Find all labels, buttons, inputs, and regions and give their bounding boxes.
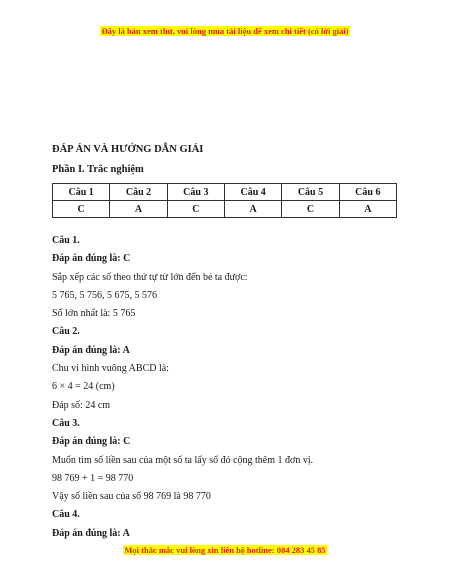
correct-answer: Đáp án đúng là: C (52, 253, 131, 265)
table-answer-cell: C (282, 201, 339, 218)
answer-table-header-row (53, 184, 397, 201)
answer-table-answer-row (53, 201, 397, 218)
table-answer-cell: A (224, 201, 281, 218)
hotline-text: Mọi thắc mắc vui lòng xin liên hệ hotline: 084 283 45 85 (124, 545, 326, 555)
table-answer-cell: A (339, 201, 396, 218)
document-body (52, 143, 397, 543)
preview-notice-text: Đây là bản xem thử, vui lòng mua tài liệu để xem chi tiết (có lời giải) (101, 26, 349, 36)
correct-answer: Đáp án đúng là: A (52, 344, 130, 356)
explanation-line: Vậy số liền sau của số 98 769 là 98 770 (52, 491, 211, 503)
explanation-line: Đáp số: 24 cm (52, 399, 111, 411)
answer-table (52, 183, 397, 218)
explanation-line: 6 × 4 = 24 (cm) (52, 381, 115, 393)
table-header-cell: Câu 5 (282, 184, 339, 201)
explanation-line: Chu vi hình vuông ABCD là: (52, 363, 169, 375)
section-heading: Phần I. Trắc nghiệm (52, 164, 144, 175)
correct-answer: Đáp án đúng là: A (52, 527, 130, 539)
table-answer-cell: C (167, 201, 224, 218)
explanation-line: Số lớn nhất là: 5 765 (52, 308, 136, 320)
explanation-line: Muốn tìm số liền sau của một số ta lấy số đó cộng thêm 1 đơn vị. (52, 454, 314, 466)
table-header-cell: Câu 6 (339, 184, 396, 201)
explanation-line: 5 765, 5 756, 5 675, 5 576 (52, 289, 157, 301)
table-header-cell: Câu 3 (167, 184, 224, 201)
page-title: ĐÁP ÁN VÀ HƯỚNG DẪN GIẢI (52, 144, 204, 155)
table-header-cell: Câu 1 (53, 184, 110, 201)
question-heading: Câu 3. (52, 417, 80, 429)
table-header-cell: Câu 4 (224, 184, 281, 201)
table-answer-cell: C (53, 201, 110, 218)
preview-notice-banner (0, 26, 450, 37)
hotline-banner (0, 545, 450, 556)
correct-answer: Đáp án đúng là: C (52, 436, 131, 448)
question-heading: Câu 2. (52, 326, 80, 338)
explanation-line: Sắp xếp các số theo thứ tự từ lớn đến bé ta được: (52, 271, 248, 283)
table-header-cell: Câu 2 (110, 184, 167, 201)
table-answer-cell: A (110, 201, 167, 218)
question-heading: Câu 1. (52, 235, 80, 246)
question-heading: Câu 4. (52, 509, 80, 521)
explanation-line: 98 769 + 1 = 98 770 (52, 472, 134, 484)
